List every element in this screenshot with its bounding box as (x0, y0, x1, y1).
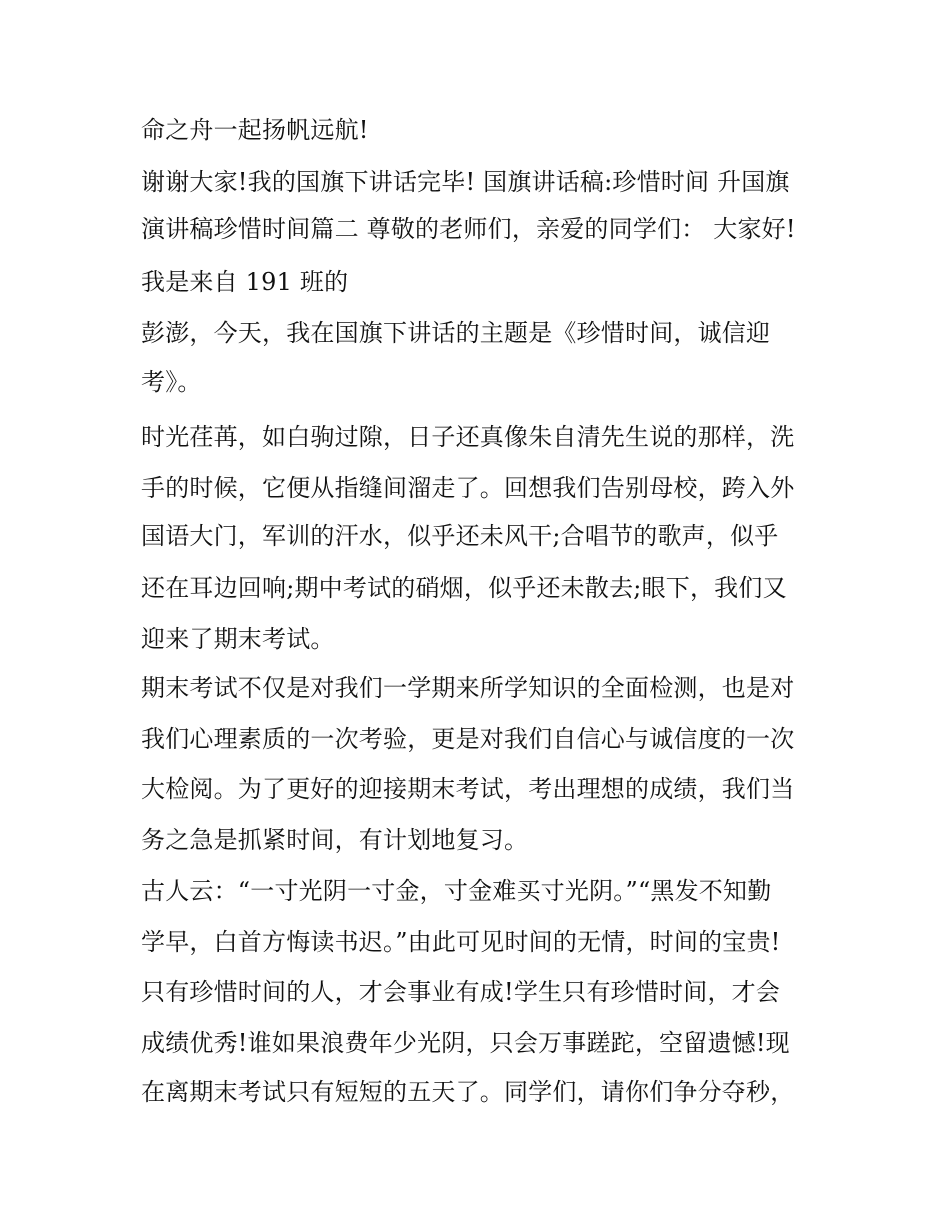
text-line: 只有珍惜时间的人，才会事业有成!学生只有珍惜时间，才会 (141, 978, 781, 1006)
text-line: 在离期末考试只有短短的五天了。同学们，请你们争分夺秒， (141, 1078, 795, 1106)
text-line: 考》。 (141, 368, 202, 396)
text-line: 期末考试不仅是对我们一学期来所学知识的全面检测，也是对 (141, 674, 795, 702)
text-line: 迎来了期末考试。 (141, 625, 335, 653)
text-line: 成绩优秀!谁如果浪费年少光阴，只会万事蹉跎，空留遗憾!现 (141, 1029, 790, 1057)
text-line: 谢谢大家!我的国旗下讲话完毕! 国旗讲话稿:珍惜时间 升国旗 (141, 168, 790, 196)
text-line: 国语大门，军训的汗水，似乎还未风干;合唱节的歌声，似乎 (141, 522, 779, 550)
text-line: 手的时候，它便从指缝间溜走了。回想我们告别母校，跨入外 (141, 474, 795, 502)
text-line: 时光荏苒，如白驹过隙，日子还真像朱自清先生说的那样，洗 (141, 423, 795, 451)
text-line: 古人云：“一寸光阴一寸金，寸金难买寸光阴。”“黑发不知勤 (141, 877, 772, 905)
text-line: 命之舟一起扬帆远航! (141, 116, 369, 144)
text-line: 彭澎，今天，我在国旗下讲话的主题是《珍惜时间，诚信迎 (141, 319, 771, 347)
text-line: 务之急是抓紧时间，有计划地复习。 (141, 826, 529, 854)
text-line: 还在耳边回响;期中考试的硝烟，似乎还未散去;眼下，我们又 (141, 574, 787, 602)
text-line: 大检阅。为了更好的迎接期末考试，考出理想的成绩，我们当 (141, 775, 795, 803)
text-line: 学早，白首方悔读书迟。”由此可见时间的无情，时间的宝贵! (141, 928, 781, 956)
text-line: 演讲稿珍惜时间篇二 尊敬的老师们，亲爱的同学们： 大家好! (141, 215, 796, 243)
text-line: 我是来自 191 班的 (141, 268, 349, 296)
text-line: 我们心理素质的一次考验，更是对我们自信心与诚信度的一次 (141, 725, 795, 753)
